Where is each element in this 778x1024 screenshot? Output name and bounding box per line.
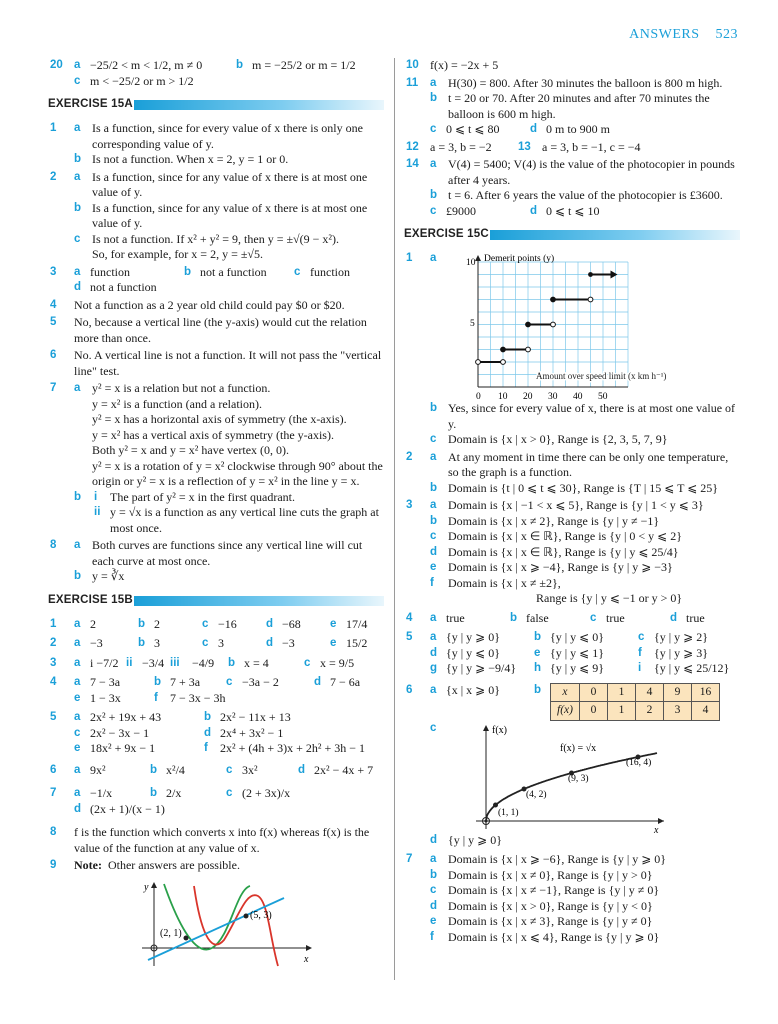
answer-8: 8 a Both curves are functions since any vertical line will cut each curve at most once. b y = ∛x	[50, 538, 363, 583]
part-text: −16	[218, 616, 237, 631]
exercise-bar	[490, 230, 740, 240]
table-cell: 1	[607, 702, 635, 721]
part-text: 7 − 6a	[330, 675, 361, 689]
part-text: x = 9/5	[320, 655, 355, 670]
point-1-1	[493, 802, 498, 807]
question-number: 7	[50, 382, 57, 394]
question-number: 5	[50, 711, 57, 723]
answer-text: a = 3, b = −1, c = −4	[542, 139, 641, 154]
part-text: 7 + 3a	[170, 675, 201, 689]
part-text: Domain is {x | x > 0}, Range is {y | y < 0}	[448, 898, 653, 913]
part-text: t = 6. After 6 years the value of the photocopier is £3600.	[448, 188, 723, 202]
part-text: Domain is {x | x ≠ −1}, Range is {y | y ≠ 0}	[448, 883, 660, 897]
part-text: Domain is {x | x ∈ ℝ}, Range is {y | y ⩽ 25/4}	[448, 544, 679, 559]
exercise-heading-15c	[404, 227, 740, 243]
note-label: Note:	[74, 858, 102, 872]
closed-endpoint	[551, 297, 556, 302]
part-text: function	[310, 264, 350, 279]
part-text: m = −25/2 or m = 1/2	[252, 58, 356, 72]
closed-endpoint	[526, 322, 531, 327]
part-text: Domain is {x | x ≠ 2}, Range is {y | y ≠ −1}	[448, 513, 660, 528]
part-text: true	[446, 610, 465, 625]
table-cell: 2	[635, 702, 663, 721]
part-text: {y | y ⩽ 25/12}	[654, 661, 730, 675]
part-text: 9x²	[90, 762, 106, 777]
exercise-heading-15a	[48, 97, 384, 113]
part-text: 2x² + (4h + 3)x + 2h² + 3h − 1	[220, 741, 366, 755]
open-endpoint	[526, 347, 531, 352]
header-title: ANSWERS	[629, 27, 700, 42]
answer-4	[48, 298, 384, 314]
right-column	[404, 58, 740, 947]
question-number: 14	[406, 158, 419, 170]
table-cell: 4	[635, 683, 663, 702]
point-label: (9, 3)	[568, 773, 589, 784]
point-label: (16, 4)	[626, 757, 652, 768]
table-cell: 9	[663, 683, 691, 702]
table-cell: 0	[579, 683, 607, 702]
part-text: 2x² − 11x + 13	[220, 710, 291, 724]
question-number: 2	[50, 170, 57, 183]
answer-b1: 1 a 2 b 2 c −16 d −68 e 17/4	[50, 616, 368, 631]
question-number: 10	[406, 59, 419, 71]
part-text: 2x² + 19x + 43	[90, 710, 162, 724]
part-text: 2/x	[166, 786, 182, 800]
answer-12	[404, 140, 516, 156]
answer-11: 11 a H(30) = 800. After 30 minutes the balloon is 800 m high. b t = 20 or 70. After 20 minutes and after 70 minutes the balloon is 600 m high. c 0 ⩽ t ⩽ 80 d 0 m to 900 m	[406, 75, 723, 136]
part-text: Is not a function. When x = 2, y = 1 or 0.	[92, 152, 289, 166]
table-cell: 1	[607, 683, 635, 702]
answers-12-13	[404, 140, 740, 156]
part-text: −3a − 2	[242, 675, 279, 689]
origin-dot	[485, 819, 488, 822]
part-text: At any moment in time there can be only one temperature, so the graph is a function.	[448, 449, 729, 479]
exercise-bar	[134, 100, 384, 110]
part-text: {y | y ⩽ 9}	[550, 661, 604, 675]
part-text: Domain is {x | x > 0}, Range is {2, 3, 5, 7, 9}	[448, 432, 668, 446]
answer-b2: 2 a −3 b 3 c 3 d −3 e 15/2	[50, 636, 368, 650]
answer-text: Not a function as a 2 year old child could pay $0 or $20.	[74, 297, 345, 312]
x-tick-label: 0	[476, 392, 481, 402]
answer-c7: 7 a Domain is {x | x ⩾ −6}, Range is {y | y ⩾ 0} b Domain is {x | x ≠ 0}, Range is {y | y > 0} c Domain is {x | x ≠ −1}, Range is {y | y ≠ 0} d Domain is {x | x > 0}, Range is {y | y < 0} e Domain is {x | x ≠ 3}, Range is {y | y ≠ 0} f Domain is {x | x ⩽ 4}, Range is {y | y ⩾ 0}	[406, 852, 667, 944]
part-text: t = 20 or 70. After 20 minutes and after 70 minutes the balloon is 600 m high.	[448, 91, 710, 121]
answer-c6: 6 a {x | x ⩾ 0} b x 0 1 4 9 16 f(x) 0 1 2 3 4 c f(x) x f(x) = √x (1, 1) (4, 2) (9, 3) (16, 4) d {y | y ⩾ 0}	[404, 683, 740, 849]
answer-text: Other answers are possible.	[107, 858, 240, 872]
part-text: Range is {y | y ⩽ −1 or y > 0}	[536, 591, 683, 605]
part-text: not a function	[200, 264, 267, 279]
y-axis-arrow	[151, 882, 157, 888]
part-text: Domain is {x | x ≠ 3}, Range is {y | y ≠ 0}	[448, 914, 653, 928]
y-axis-arrow	[483, 725, 489, 731]
part-text: −3	[90, 636, 103, 650]
answer-c5: 5 a {y | y ⩾ 0} b {y | y ⩽ 0} c {y | y ⩾ 2} d {y | y ⩽ 0} e {y | y ⩽ 1} f {y | y ⩾ 3} g {y | y ⩾ −9/4} h {y | y ⩽ 9} i {y | y ⩽ 25/12}	[406, 630, 730, 675]
answer-3: 3 a function b not a function c function d not a function	[50, 264, 350, 294]
answer-7: 7 a y² = x is a relation but not a function. y = x² is a function (and a relation). y² = x has a horizontal axis of symmetry (the x-axis). y = x² has a vertical axis of symmetry (the y-axis). Both y² = x and y = x² have vertex (0, 0). y² = x is a rotation of y = x² clockwise through 90° about the origin or y² = x is a reflection of y = x² in the line y = x. b i The part of y² = x in the first quadrant. ii y = √x is a function as any vertical line cuts the graph at most once.	[50, 381, 383, 535]
part-text: true	[686, 610, 705, 625]
part-text: 2	[154, 616, 160, 631]
exercise-title: EXERCISE 15C	[404, 228, 489, 240]
part-text: {y | y ⩾ 0}	[448, 832, 502, 847]
table-header: f(x)	[551, 702, 580, 721]
question-number: 3	[406, 499, 413, 511]
part-text: (2x + 1)/(x − 1)	[90, 801, 165, 816]
part-text: Is a function, since for any value of x there is at most one value of y.	[92, 169, 368, 199]
x-axis-label: x	[654, 824, 659, 836]
question-number: 5	[406, 631, 413, 643]
x-tick-label: 40	[573, 392, 583, 402]
answer-20	[48, 58, 384, 89]
part-text: Domain is {x | x ≠ ±2},	[448, 575, 561, 590]
x-tick-label: 30	[548, 392, 558, 402]
part-text: Domain is {x | x ⩽ 4}, Range is {y | y ⩾ 0}	[448, 929, 660, 944]
part-text: 3	[154, 636, 160, 650]
axis-label: x	[304, 953, 309, 965]
part-text: −3/4	[142, 655, 165, 670]
exercise-title: EXERCISE 15B	[48, 593, 133, 606]
part-text: 3x²	[242, 762, 258, 777]
part-text: {y | y ⩽ 1}	[550, 645, 604, 660]
column-divider	[394, 58, 395, 980]
step-segments	[476, 271, 618, 365]
part-text: So, for example, for x = 2, y = ±√5.	[92, 247, 264, 261]
question-number: 4	[50, 676, 57, 688]
part-line: Both y² = x and y = x² have vertex (0, 0).	[92, 443, 290, 457]
sqrt-graph	[468, 721, 668, 836]
part-text: m < −25/2 or m > 1/2	[90, 73, 194, 88]
closed-endpoint	[501, 347, 506, 352]
part-line: y = x² has a vertical axis of symmetry (the y-axis).	[92, 427, 334, 442]
question-number: 1	[50, 617, 57, 630]
y-axis-label: Demerit points (y)	[484, 254, 555, 264]
part-text: y = √x is a function as any vertical line cuts the graph at most once.	[110, 505, 379, 535]
answer-2: 2 a Is a function, since for any value of x there is at most one value of y. b Is a function, since for any value of x there is at most one value of y. c Is not a function. If x² + y² = 9, then y = ±√(9 − x²). So, for example, for x = 2, y = ±√5.	[50, 169, 368, 261]
part-text: Domain is {x | x ⩾ −4}, Range is {y | y ⩾ −3}	[448, 560, 673, 574]
open-endpoint	[551, 322, 556, 327]
part-text: Domain is {x | x ≠ 0}, Range is {y | y > 0}	[448, 867, 653, 882]
point-5-3	[244, 913, 249, 918]
answer-5	[48, 315, 384, 346]
y-tick-label: 10	[466, 258, 476, 268]
part-text: −25/2 < m < 1/2, m ≠ 0	[90, 58, 203, 72]
answer-b6: 6 a 9x² b x²/4 c 3x² d 2x² − 4x + 7	[50, 762, 374, 777]
part-text: Is a function, since for any value of x there is at most one value of y.	[92, 200, 368, 230]
answer-c3: 3 a Domain is {x | −1 < x ⩽ 5}, Range is {y | 1 < y ⩽ 3} b Domain is {x | x ≠ 2}, Range is {y | y ≠ −1} c Domain is {x | x ∈ ℝ}, Range is {y | 0 < y ⩽ 2} d Domain is {x | x ∈ ℝ}, Range is {y | y ⩽ 25/4} e Domain is {x | x ⩾ −4}, Range is {y | y ⩾ −3} f Domain is {x | x ≠ ±2}, Range is {y | y ⩽ −1 or y > 0}	[406, 498, 704, 605]
page-number: 523	[715, 27, 738, 42]
question-number: 6	[50, 349, 57, 361]
x-axis-arrow	[306, 945, 312, 951]
point-label: (1, 1)	[498, 807, 519, 818]
question-number: 7	[406, 853, 413, 865]
answer-text: f is the function which converts x into f(x) whereas f(x) is the value of the function at any value of x.	[74, 825, 370, 855]
part-text: Domain is {x | −1 < x ⩽ 5}, Range is {y | 1 < y ⩽ 3}	[448, 498, 704, 512]
axis-label: y	[144, 881, 149, 893]
function-label: f(x) = √x	[560, 742, 597, 754]
answer-c4: 4 a true b false c true d true	[406, 610, 705, 625]
question-number: 4	[50, 298, 57, 311]
exercise-title: EXERCISE 15A	[48, 98, 133, 110]
table-cell: 16	[691, 683, 719, 702]
answer-14: 14 a V(4) = 5400; V(4) is the value of the photocopier in pounds after 4 years. b t = 6. After 6 years the value of the photocopier is £3600. c £9000 d 0 ⩽ t ⩽ 10	[406, 157, 735, 218]
question-number: 5	[50, 316, 57, 328]
exercise-heading-15b	[48, 593, 384, 609]
question-number: 6	[406, 683, 413, 696]
part-text: {x | x ⩾ 0}	[446, 682, 500, 697]
x-axis-arrow	[658, 818, 664, 824]
part-text: {y | y ⩾ −9/4}	[446, 661, 517, 675]
question-number: 8	[50, 826, 57, 838]
part-text: Both curves are functions since any vertical line will cut each curve at most once.	[92, 538, 363, 568]
answer-10	[404, 58, 740, 74]
red-curve	[194, 886, 278, 966]
y-tick-label: 5	[470, 319, 475, 329]
part-text: −3	[282, 636, 295, 650]
part-text: 18x² + 9x − 1	[90, 741, 156, 755]
part-text: 1 − 3x	[90, 690, 121, 705]
part-text: −1/x	[90, 786, 113, 800]
part-text: 2x⁴ + 3x² − 1	[220, 725, 284, 740]
part-a: a −25/2 < m < 1/2, m ≠ 0	[74, 58, 203, 72]
point-label: (4, 2)	[526, 789, 547, 800]
question-number: 7	[50, 787, 57, 799]
table-cell: 0	[579, 702, 607, 721]
part-text: 15/2	[346, 636, 368, 650]
part-text: function	[90, 264, 130, 279]
part-b: b m = −25/2 or m = 1/2	[236, 58, 356, 72]
part-text: Domain is {t | 0 ⩽ t ⩽ 30}, Range is {T | 15 ⩽ T ⩽ 25}	[448, 480, 719, 495]
part-text: Yes, since for every value of x, there is at most one value of y.	[448, 401, 736, 431]
answer-b7: 7 a −1/x b 2/x c (2 + 3x)/x d (2x + 1)/(x − 1)	[50, 786, 291, 816]
x-axis-label: Amount over speed limit (x km h⁻¹)	[536, 371, 667, 381]
part-text: {y | y ⩾ 2}	[654, 630, 708, 644]
x-tick-label: 20	[523, 392, 533, 402]
part-text: 3	[218, 636, 224, 650]
question-number: 2	[50, 637, 57, 649]
function-sketch	[134, 878, 314, 970]
answer-1: 1 a Is a function, since for every value of x there is only one corresponding value of y. b Is not a function. When x = 2, y = 1 or 0.	[50, 121, 363, 166]
answer-b8	[48, 825, 384, 856]
question-number: 11	[406, 76, 419, 89]
part-text: 0 ⩽ t ⩽ 10	[546, 203, 600, 218]
part-text: 2x² − 3x − 1	[90, 725, 150, 740]
exercise-bar	[134, 596, 384, 606]
answer-13	[516, 140, 641, 156]
question-number: 2	[406, 450, 413, 463]
part-text: V(4) = 5400; V(4) is the value of the photocopier in pounds after 4 years.	[448, 157, 735, 187]
part-text: 0 ⩽ t ⩽ 80	[446, 122, 500, 136]
answer-c1: 1 a Demerit points (y) Amount over speed limit (x km h⁻¹) 10 5 0 10 20 30 40 50 b Yes, since for every value of x, there is at most one value of y. c Domain is {x | x > 0}, Range is {2, 3, 5, 7, 9}	[406, 252, 736, 446]
answer-b5: 5 a 2x² + 19x + 43 b 2x² − 11x + 13 c 2x² − 3x − 1 d 2x⁴ + 3x² − 1 e 18x² + 9x − 1 f 2x² + (4h + 3)x + 2h² + 3h − 1	[50, 710, 366, 755]
part-line: y² = x has a horizontal axis of symmetry (the x-axis).	[92, 412, 347, 426]
part-text: 17/4	[346, 616, 368, 631]
part-text: {y | y ⩽ 0}	[446, 645, 500, 660]
question-number: 8	[50, 539, 57, 551]
part-text: {y | y ⩽ 0}	[550, 630, 604, 644]
part-text: true	[606, 610, 625, 625]
table-cell: 3	[663, 702, 691, 721]
left-column	[48, 58, 384, 972]
part-c: c m < −25/2 or m > 1/2	[74, 73, 194, 88]
question-number: 20	[50, 59, 63, 71]
part-text: y = ∛x	[92, 569, 125, 583]
part-text: Is a function, since for every value of x there is only one corresponding value of y.	[92, 121, 363, 151]
part-text: 2	[90, 616, 96, 631]
part-line: y = x² is a function (and a relation).	[92, 396, 262, 411]
answer-text: No, because a vertical line (the y-axis) would cut the relation more than once.	[74, 315, 367, 345]
part-text: 7 − 3a	[90, 675, 121, 689]
part-text: −4/9	[192, 655, 215, 670]
question-number: 3	[50, 265, 57, 278]
part-line: y² = x is a relation but not a function.	[92, 381, 271, 395]
question-number: 13	[518, 140, 531, 153]
answer-b3: 3 a i −7/2 ii −3/4 iii −4/9 b x = 4 c x = 9/5	[50, 655, 355, 670]
part-text: x²/4	[166, 762, 185, 777]
step-arrow	[611, 271, 618, 279]
point-2-1	[184, 935, 189, 940]
closed-endpoint	[588, 272, 593, 277]
x-tick-label: 50	[598, 392, 608, 402]
x-tick-label: 10	[498, 392, 508, 402]
part-text: −7/2	[96, 655, 119, 670]
part-text: (2 + 3x)/x	[242, 786, 291, 800]
part-line: y² = x is a rotation of y = x² clockwise through 90° about the origin or y² = x is a reflection of y = x² in the line y = x.	[92, 458, 383, 488]
point-label: (2, 1)	[160, 927, 182, 939]
y-axis-label: f(x)	[492, 724, 507, 736]
part-text: x = 4	[244, 655, 269, 670]
point-label: (5, 3)	[250, 909, 272, 921]
part-text: −68	[282, 616, 301, 631]
part-text: 0 m to 900 m	[546, 122, 611, 136]
question-number: 6	[50, 763, 57, 776]
part-text: not a function	[90, 280, 157, 294]
y-axis-arrow	[475, 255, 481, 261]
question-number: 12	[406, 140, 419, 153]
answer-text: No. A vertical line is not a function. It will not pass the "vertical line" test.	[74, 348, 382, 378]
table-cell: 4	[691, 702, 719, 721]
part-text: Domain is {x | x ⩾ −6}, Range is {y | y ⩾ 0}	[448, 852, 667, 866]
value-table	[550, 683, 720, 721]
question-number: 9	[50, 859, 57, 871]
answer-b4: 4 a 7 − 3a b 7 + 3a c −3a − 2 d 7 − 6a e 1 − 3x f 7 − 3x − 3h	[50, 675, 361, 705]
part-text: The part of y² = x in the first quadrant.	[110, 489, 295, 504]
table-header: x	[551, 683, 580, 702]
part-text: 2x² − 4x + 7	[314, 762, 374, 777]
question-number: 1	[50, 122, 57, 134]
answer-text: a = 3, b = −2	[430, 139, 492, 154]
open-endpoint	[501, 360, 506, 365]
part-text: {y | y ⩾ 3}	[654, 645, 708, 660]
open-endpoint	[588, 297, 593, 302]
part-text: Is not a function. If x² + y² = 9, then y = ±√(9 − x²).	[92, 231, 339, 246]
running-header	[629, 27, 738, 43]
question-number: 1	[406, 252, 413, 264]
part-text: £9000	[446, 203, 476, 218]
part-text: false	[526, 610, 549, 625]
question-number: 3	[50, 656, 57, 669]
answer-c2: 2 a At any moment in time there can be only one temperature, so the graph is a function. b Domain is {t | 0 ⩽ t ⩽ 30}, Range is {T | 15 ⩽ T ⩽ 25}	[406, 449, 729, 495]
part-text: {y | y ⩾ 0}	[446, 630, 500, 644]
part-text: 7 − 3x − 3h	[170, 690, 226, 705]
part-text: H(30) = 800. After 30 minutes the balloon is 800 m high.	[448, 75, 723, 90]
answer-6	[48, 348, 384, 379]
open-endpoint	[476, 360, 481, 365]
question-number: 4	[406, 611, 413, 624]
answer-text: f(x) = −2x + 5	[430, 58, 499, 72]
part-text: Domain is {x | x ∈ ℝ}, Range is {y | 0 < y ⩽ 2}	[448, 529, 682, 543]
answer-b9	[48, 858, 384, 970]
